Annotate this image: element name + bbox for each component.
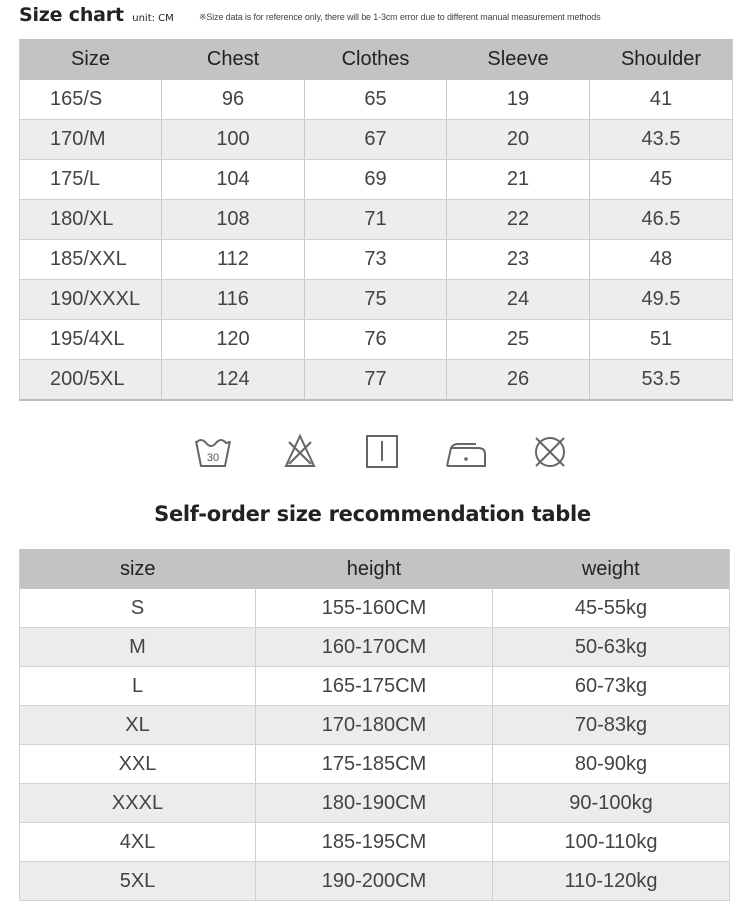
- care-instructions: [0, 432, 750, 472]
- cell-size: 175/L: [20, 160, 162, 200]
- table-row: [20, 589, 730, 628]
- cell-height: 175-185CM: [256, 745, 493, 784]
- table-row: [20, 120, 733, 160]
- cell-chest: 96: [162, 80, 305, 120]
- cell-clothes: 77: [305, 360, 447, 401]
- cell-size: 200/5XL: [20, 360, 162, 401]
- cell-shoulder: 45: [590, 160, 733, 200]
- cell-chest: 100: [162, 120, 305, 160]
- no-dry-clean-icon: [530, 432, 570, 472]
- table-row: [20, 706, 730, 745]
- cell-weight: 50-63kg: [493, 628, 730, 667]
- cell-size: 185/XXL: [20, 240, 162, 280]
- cell-size: M: [20, 628, 256, 667]
- cell-shoulder: 51: [590, 320, 733, 360]
- unit-label: unit: CM: [132, 13, 174, 24]
- recommendation-title: Self-order size recommendation table: [154, 502, 591, 526]
- cell-weight: 60-73kg: [493, 667, 730, 706]
- size-chart-header-row: [20, 39, 733, 80]
- table-row: [20, 360, 733, 401]
- measurement-note: ※Size data is for reference only, there will be 1-3cm error due to different manual measurement methods: [199, 12, 601, 22]
- cell-sleeve: 24: [447, 280, 590, 320]
- cell-shoulder: 43.5: [590, 120, 733, 160]
- cell-weight: 100-110kg: [493, 823, 730, 862]
- table-row: [20, 160, 733, 200]
- cell-weight: 80-90kg: [493, 745, 730, 784]
- table-row: [20, 784, 730, 823]
- title-text: Size chart: [19, 4, 124, 26]
- col-header-size: size: [20, 549, 256, 589]
- cell-size: XL: [20, 706, 256, 745]
- cell-size: 180/XL: [20, 200, 162, 240]
- cell-shoulder: 53.5: [590, 360, 733, 401]
- table-row: [20, 280, 733, 320]
- size-chart-table: [19, 39, 733, 401]
- cell-sleeve: 23: [447, 240, 590, 280]
- col-header-clothes: Clothes: [305, 39, 447, 80]
- cell-chest: 104: [162, 160, 305, 200]
- cell-height: 180-190CM: [256, 784, 493, 823]
- size-chart-title: [19, 4, 174, 26]
- cell-height: 155-160CM: [256, 589, 493, 628]
- cell-height: 190-200CM: [256, 862, 493, 901]
- cell-sleeve: 25: [447, 320, 590, 360]
- recommendation-table: [19, 549, 730, 901]
- cell-clothes: 71: [305, 200, 447, 240]
- table-row: [20, 628, 730, 667]
- table-row: [20, 240, 733, 280]
- cell-sleeve: 21: [447, 160, 590, 200]
- table-row: [20, 862, 730, 901]
- cell-sleeve: 19: [447, 80, 590, 120]
- recommendation-header-row: [20, 549, 730, 589]
- col-header-size: Size: [20, 39, 162, 80]
- col-header-chest: Chest: [162, 39, 305, 80]
- cell-shoulder: 41: [590, 80, 733, 120]
- cell-shoulder: 48: [590, 240, 733, 280]
- cell-height: 185-195CM: [256, 823, 493, 862]
- cell-chest: 116: [162, 280, 305, 320]
- cell-clothes: 69: [305, 160, 447, 200]
- cell-clothes: 67: [305, 120, 447, 160]
- table-row: [20, 667, 730, 706]
- table-row: [20, 80, 733, 120]
- cell-sleeve: 26: [447, 360, 590, 401]
- wash-temp-label: 30: [206, 452, 220, 464]
- cell-size: 4XL: [20, 823, 256, 862]
- cell-chest: 112: [162, 240, 305, 280]
- cell-size: XXXL: [20, 784, 256, 823]
- cell-height: 165-175CM: [256, 667, 493, 706]
- table-row: [20, 745, 730, 784]
- cell-clothes: 75: [305, 280, 447, 320]
- cell-height: 170-180CM: [256, 706, 493, 745]
- col-header-shoulder: Shoulder: [590, 39, 733, 80]
- cell-height: 160-170CM: [256, 628, 493, 667]
- cell-shoulder: 49.5: [590, 280, 733, 320]
- cell-clothes: 76: [305, 320, 447, 360]
- cell-sleeve: 22: [447, 200, 590, 240]
- cell-weight: 110-120kg: [493, 862, 730, 901]
- table-row: [20, 200, 733, 240]
- iron-low-icon: [444, 432, 484, 472]
- col-header-sleeve: Sleeve: [447, 39, 590, 80]
- cell-clothes: 65: [305, 80, 447, 120]
- cell-chest: 124: [162, 360, 305, 401]
- col-header-height: height: [256, 549, 493, 589]
- col-header-weight: weight: [493, 549, 730, 589]
- no-bleach-icon: [280, 432, 320, 472]
- cell-shoulder: 46.5: [590, 200, 733, 240]
- cell-size: 190/XXXL: [20, 280, 162, 320]
- cell-size: 195/4XL: [20, 320, 162, 360]
- table-row: [20, 823, 730, 862]
- cell-weight: 45-55kg: [493, 589, 730, 628]
- cell-sleeve: 20: [447, 120, 590, 160]
- wash-30-icon: [193, 432, 233, 472]
- line-dry-icon: [362, 432, 402, 472]
- cell-size: XXL: [20, 745, 256, 784]
- cell-chest: 120: [162, 320, 305, 360]
- page-header: [19, 4, 744, 32]
- cell-size: S: [20, 589, 256, 628]
- cell-size: 170/M: [20, 120, 162, 160]
- cell-size: L: [20, 667, 256, 706]
- cell-size: 165/S: [20, 80, 162, 120]
- cell-weight: 90-100kg: [493, 784, 730, 823]
- table-row: [20, 320, 733, 360]
- cell-size: 5XL: [20, 862, 256, 901]
- cell-chest: 108: [162, 200, 305, 240]
- cell-clothes: 73: [305, 240, 447, 280]
- cell-weight: 70-83kg: [493, 706, 730, 745]
